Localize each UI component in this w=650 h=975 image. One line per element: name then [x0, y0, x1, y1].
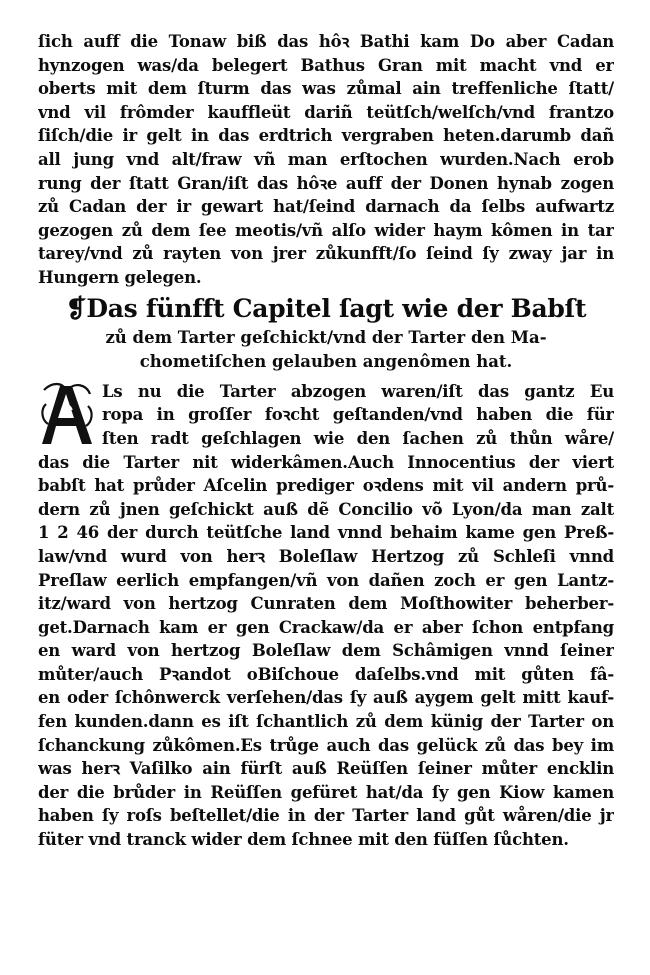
initial-lines: [102, 380, 614, 451]
text-line: Preſlaw eerlich empfangen/vñ von dañen zoch er gen Lantz-: [38, 570, 614, 590]
text-line: füter vnd tranck wider dem ſchnee mit den füſſen ſůchten.: [38, 830, 569, 850]
text-line: oberts mit dem ſturm das was zůmal ain treffenliche ſtatt/: [38, 79, 614, 99]
chapter-heading: [38, 292, 614, 374]
text-line: get.Darnach kam er gen Crackaw/da er aber ſchon entpfang: [38, 617, 614, 637]
text-line: ropa in groſſer foꝛcht geſtanden/vnd haben die für: [102, 405, 614, 425]
text-line: en oder ſchônwerck verſehen/das ſy auß aygem gelt mitt kauf-: [38, 688, 614, 708]
chapter-title-line: [38, 292, 614, 326]
paragraph-mark-icon: ❡: [65, 293, 87, 323]
text-line: hynzogen was/da belegert Bathus Gran mit macht vnd er: [38, 55, 614, 75]
text-line: itz/ward von hertzog Cunraten dem Moſthowiter beherber-: [38, 594, 614, 614]
decorated-initial-icon: [38, 380, 96, 448]
text-line: das die Tarter nit widerkâmen.Auch Innocentius der viert: [38, 452, 614, 472]
chapter-subtitle-line: zů dem Tarter geſchickt/vnd der Tarter den Ma-: [105, 327, 547, 347]
text-line: en ward von hertzog Boleſlaw dem Schâmigen vnnd ſeiner: [38, 641, 614, 661]
text-line: rung der ſtatt Gran/iſt das hôꝛe auff der Donen hynab zogen: [38, 173, 614, 193]
text-line: ſten radt geſchlagen wie den ſachen zů thůn wåre/: [102, 428, 614, 448]
chapter-subtitle-line: chometiſchen gelauben angenômen hat.: [139, 351, 513, 371]
text-line: zů Cadan der ir gewart hat/ſeind darnach da ſelbs aufwartz: [38, 197, 614, 217]
initial-letter: A: [63, 432, 71, 443]
text-line: babſt hat průder Aſcelin prediger oꝛdens mit vil andern prů-: [38, 476, 614, 496]
text-line: was herꝛ Vaſilko ain fürſt auß Reüſſen ſeiner můter encklin: [38, 759, 614, 779]
text-line: all jung vnd alt/fraw vñ man erſtochen wurden.Nach erob: [38, 149, 614, 169]
text-line: 1 2 46 der durch teütſche land vnnd behaim kame gen Preß-: [38, 523, 614, 543]
text-line: gezogen zů dem ſee meotis/vñ alſo wider haym kômen in tar: [38, 220, 614, 240]
text-line: haben ſy roſs beſtellet/die in der Tarter land gůt wåren/die jr: [38, 806, 614, 826]
text-line: Hungern gelegen.: [38, 267, 202, 287]
text-line: law/vnd wurd von herꝛ Boleſlaw Hertzog zů Schleſi vnnd: [38, 546, 614, 566]
initial-paragraph: [38, 380, 614, 451]
text-line: Ls nu die Tarter abzogen waren/iſt das gantz Eu: [102, 381, 614, 401]
text-line: der die brůder in Reüſſen gefüret hat/da ſy gen Kiow kamen: [38, 782, 614, 802]
text-line: fen kunden.dann es iſt ſchantlich zů dem künig der Tarter on: [38, 712, 614, 732]
text-line: vnd vil frômder kauffleüt dariñ teütſch/welſch/vnd frantzo: [38, 102, 614, 122]
paragraph-body: [38, 451, 614, 852]
text-block: [38, 30, 614, 852]
text-line: ſiſch/die ir gelt in das erdtrich vergraben heten.darumb dañ: [38, 126, 614, 146]
text-line: ſich auff die Tonaw biß das hôꝛ Bathi kam Do aber Cadan: [38, 32, 614, 51]
text-line: dern zů jnen geſchickt auß dẽ Concilio võ Lyon/da man zalt: [38, 499, 614, 519]
text-line: ſchanckung zůkômen.Es trůge auch das gelück zů das bey im: [38, 735, 614, 755]
paragraph-previous: [38, 30, 614, 290]
text-line: můter/auch Pꝛandot oBiſchoue daſelbs.vnd mit gůten fâ-: [38, 664, 614, 684]
chapter-title: Das fünfft Capitel ſagt wie der Babſt: [86, 293, 587, 323]
text-line: tarey/vnd zů rayten von jrer zůkunfft/ſo ſeind ſy zway jar in: [38, 244, 614, 264]
